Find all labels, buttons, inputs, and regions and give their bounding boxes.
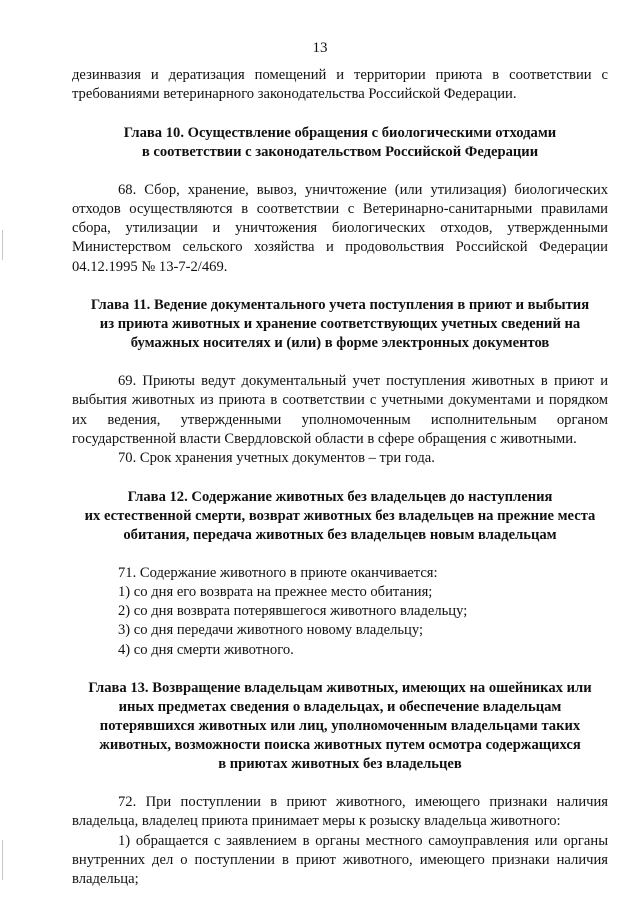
list-item: 3) со дня передачи животного новому владельцу;: [118, 622, 424, 639]
chapter-heading-line: Глава 10. Осуществление обращения с биологическими отходами: [123, 124, 557, 141]
chapter-heading-line: животных, возможности поиска животных путем осмотра содержащихся: [99, 737, 581, 754]
chapter-13-heading: [72, 679, 608, 774]
paragraph-70: 70. Срок хранения учетных документов – три года.: [118, 450, 435, 467]
chapter-heading-line: обитания, передача животных без владельцев новым владельцам: [123, 526, 557, 543]
page-number: 13: [312, 40, 328, 56]
list-item: 2) со дня возврата потерявшегося животного владельцу;: [118, 603, 468, 620]
document-body: [72, 66, 608, 890]
chapter-heading-line: Глава 12. Содержание животных без владельцев до наступления: [127, 488, 553, 505]
chapter-10-heading: [72, 124, 608, 162]
chapter-11-heading: [72, 296, 608, 353]
chapter-heading-line: Глава 13. Возвращение владельцам животных, имеющих на ошейниках или: [88, 680, 592, 697]
chapter-heading-line: бумажных носителях и (или) в форме электронных документов: [130, 335, 550, 352]
scan-artifact: [2, 230, 3, 260]
continuation-paragraph: дезинвазия и дератизация помещений и территории приюта в соответствии с требованиями ветеринарного законодательства Российской Федерации.: [72, 67, 608, 103]
paragraph-71: [72, 564, 608, 660]
paragraph-68: 68. Сбор, хранение, вывоз, уничтожение (или утилизация) биологических отходов осуществляются в соответствии с Ветеринарно-санитарными правилами сбора, утилизации и уничтожения биологических отходов, утвержденными Министерством сельского хозяйства и продовольствия Российской Федерации 04.12.1995 № 13-7-2/469.: [72, 181, 608, 275]
chapter-heading-line: в приютах животных без владельцев: [218, 756, 462, 773]
chapter-heading-line: иных предметах сведения о владельцах, и обеспечение владельцам: [118, 699, 562, 716]
chapter-heading-line: из приюта животных и хранение соответствующих учетных сведений на: [99, 316, 581, 333]
chapter-heading-line: их естественной смерти, возврат животных без владельцев на прежние места: [84, 507, 596, 524]
paragraph-71-intro: 71. Содержание животного в приюте оканчивается:: [118, 564, 438, 581]
paragraph-69: 69. Приюты ведут документальный учет поступления животных в приют и выбытия животных из приюта в соответствии с учетными документами и порядком их ведения, утвержденными уполномоченным исполнительным органом государственной власти Свердловской области в сфере обращения с животными.: [72, 373, 608, 447]
chapter-heading-line: в соответствии с законодательством Российской Федерации: [141, 143, 539, 160]
chapter-heading-line: Глава 11. Ведение документального учета поступления в приют и выбытия: [90, 297, 590, 314]
chapter-12-heading: [72, 488, 608, 545]
paragraph-72: 72. При поступлении в приют животного, имеющего признаки наличия владельца, владелец приюта принимает меры к розыску владельца животного:: [72, 794, 608, 830]
scan-artifact: [2, 840, 3, 880]
list-item: 1) со дня его возврата на прежнее место обитания;: [118, 583, 433, 600]
list-item: 4) со дня смерти животного.: [118, 641, 294, 658]
paragraph-72-item-1: 1) обращается с заявлением в органы местного самоуправления или органы внутренних дел о поступлении в приют животного, имеющего признаки наличия владельца;: [72, 832, 608, 888]
chapter-heading-line: потерявшихся животных или лиц, уполномоченным владельцами таких: [99, 718, 581, 735]
